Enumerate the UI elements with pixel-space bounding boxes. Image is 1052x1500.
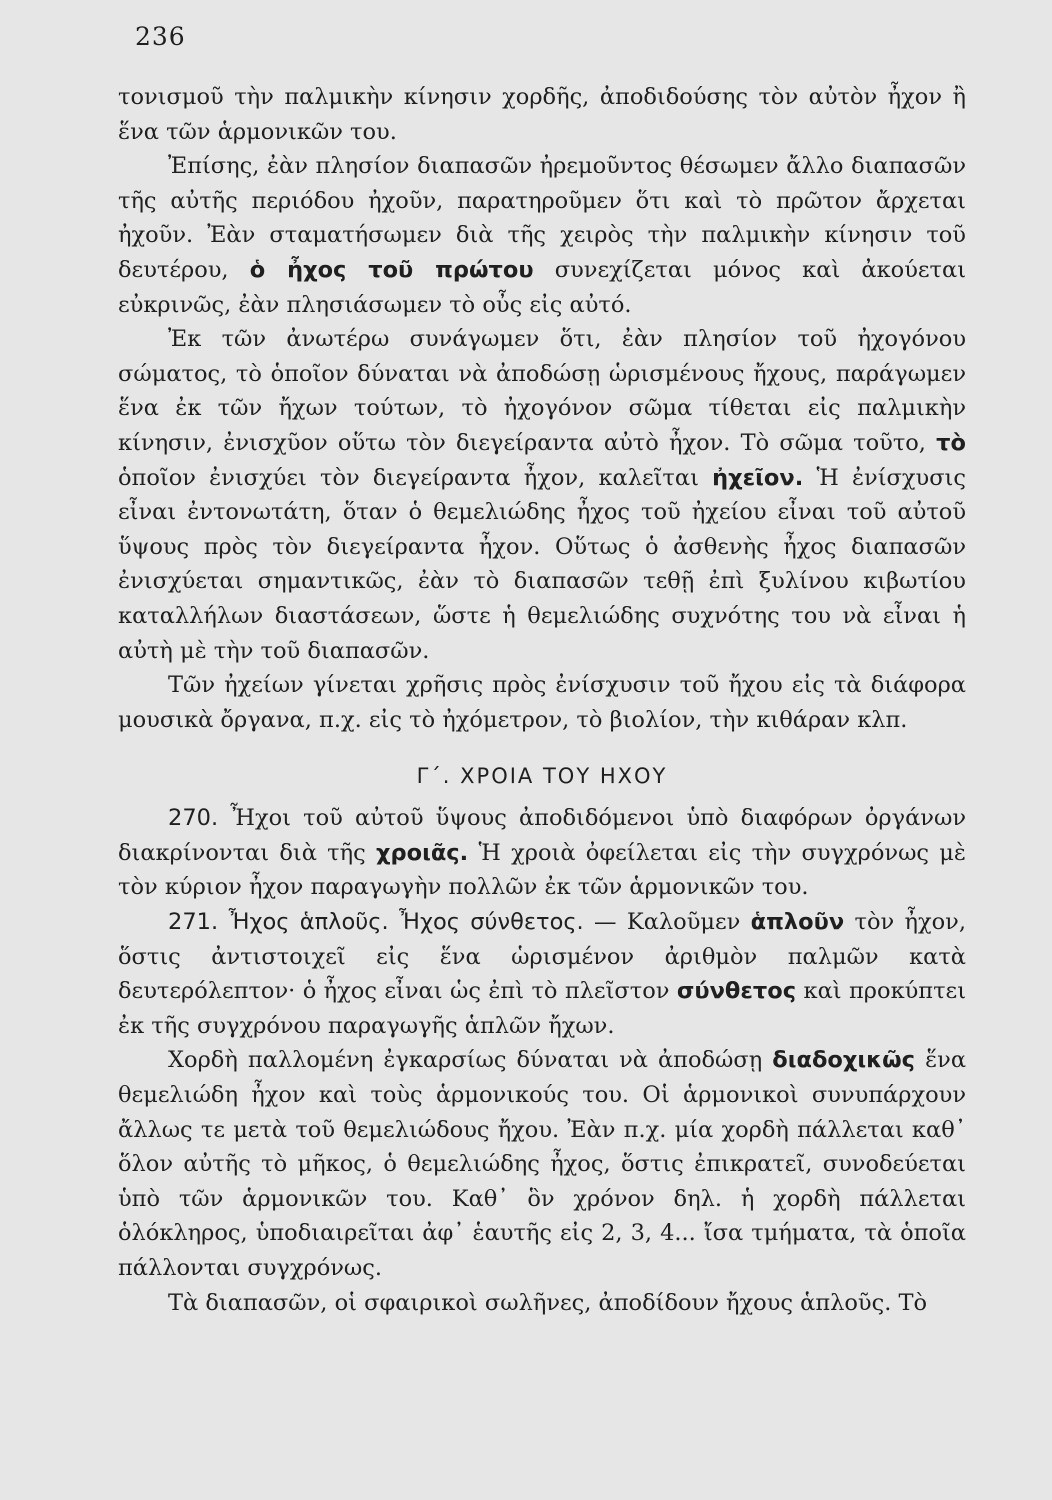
- paragraph-text: ὁποῖον ἐνισχύει τὸν διεγείραντα ἦχον, καλεῖται: [118, 464, 699, 491]
- page-number: 236: [135, 22, 186, 51]
- term-compound: σύνθετος: [676, 978, 797, 1005]
- section-number: 270.: [168, 805, 219, 832]
- paragraph-text: τὸν ἦχον, ὅστις ἀντιστοιχεῖ εἰς ἕνα ὡρισμένον ἀριθμὸν παλμῶν κατὰ δευτερόλεπτον· ὁ ἦχος εἶναι ὡς ἐπὶ τὸ πλεῖστον: [118, 909, 966, 1005]
- paragraph-continuation: τονισμοῦ τὴν παλμικὴν κίνησιν χορδῆς, ἀποδιδούσης τὸν αὐτὸν ἦχον ἢ ἕνα τῶν ἁρμονικῶν του.: [118, 84, 966, 145]
- paragraph-resonator: [118, 322, 966, 668]
- emphasis-text: τὸ: [936, 429, 966, 456]
- section-271: [118, 905, 966, 1043]
- paragraph-text: Ἐκ τῶν ἀνωτέρω συνάγωμεν ὅτι, ἐὰν πλησίον τοῦ ἠχογόνου σώματος, τὸ ὁποῖον δύναται νὰ ἀποδώσῃ ὡρισμένους ἤχους, παράγωμεν ἕνα ἐκ τῶν ἤχων τούτων, τὸ ἠχογόνον σῶμα τίθεται εἰς παλμικὴν κίνησιν, ἐνισχῦον οὕτω τὸν διεγείραντα αὐτὸ ἦχον. Τὸ σῶμα τοῦτο,: [118, 326, 966, 456]
- paragraph-resonator-uses: Τῶν ἠχείων γίνεται χρῆσις πρὸς ἐνίσχυσιν τοῦ ἤχου εἰς τὰ διάφορα μουσικὰ ὄργανα, π.χ. εἰς τὸ ἠχόμετρον, τὸ βιολίον, τὴν κιθάραν κλπ.: [118, 672, 966, 733]
- paragraph-text: Χορδὴ παλλομένη ἐγκαρσίως δύναται νὰ ἀποδώσῃ: [168, 1047, 763, 1074]
- paragraph-text: Ἡ ἐνίσχυσις εἶναι ἐντονωτάτη, ὅταν ὁ θεμελιώδης ἦχος τοῦ ἠχείου εἶναι τοῦ αὐτοῦ ὕψους πρὸς τὸν διεγείραντα ἦχον. Οὕτως ὁ ἀσθενὴς ἦχος διαπασῶν ἐνισχύεται σημαντικῶς, ἐὰν τὸ διαπασῶν τεθῇ ἐπὶ ξυλίνου κιβωτίου καταλλήλων διαστάσεων, ὥστε ἡ θεμελιώδης συχνότης του νὰ εἶναι ἡ αὐτὴ μὲ τὴν τοῦ διαπασῶν.: [118, 464, 966, 664]
- term-timbre: χροιᾶς.: [376, 839, 469, 866]
- term-simple: ἁπλοῦν: [750, 909, 845, 936]
- term-successively: διαδοχικῶς: [772, 1047, 916, 1074]
- paragraph-text: συνεχίζεται μόνος καὶ ἀκούεται εὐκρινῶς, ἐὰν πλησιάσωμεν τὸ οὖς εἰς αὐτό.: [118, 256, 967, 318]
- section-270: [118, 801, 966, 905]
- section-heading: Γ΄. ΧΡΟΙΑ ΤΟΥ ΗΧΟΥ: [416, 764, 668, 789]
- paragraph-text: Ἡ χροιὰ ὀφείλεται εἰς τὴν συγχρόνως μὲ τὸν κύριον ἦχον παραγωγὴν πολλῶν ἐκ τῶν ἁρμονικῶν του.: [118, 839, 967, 901]
- paragraph-text: ἕνα θεμελιώδη ἦχον καὶ τοὺς ἁρμονικούς του. Οἱ ἁρμονικοὶ συνυπάρχουν ἄλλως τε μετὰ τοῦ θεμελιώδους ἤχου. Ἐὰν π.χ. μία χορδὴ πάλλεται καθ᾽ ὅλον αὐτῆς τὸ μῆκος, ὁ θεμελιώδης ἦχος, ὅστις ἐπικρατεῖ, συνοδεύεται ὑπὸ τῶν ἁρμονικῶν του. Καθ᾽ ὃν χρόνον δηλ. ἡ χορδὴ πάλλεται ὁλόκληρος, ὑποδιαιρεῖται ἀφ᾽ ἑαυτῆς εἰς 2, 3, 4... ἴσα τμήματα, τὰ ὁποῖα πάλλονται συγχρόνως.: [118, 1047, 967, 1281]
- emphasis-text: ὁ ἦχος τοῦ πρώτου: [249, 256, 534, 283]
- page-body: [118, 80, 966, 1320]
- term-resonator: ἠχεῖον.: [712, 464, 804, 491]
- paragraph-text: — Καλοῦμεν: [594, 909, 741, 936]
- paragraph-text: Ἦχοι τοῦ αὐτοῦ ὕψους ἀποδιδόμενοι ὑπὸ διαφόρων ὀργάνων διακρίνονται διὰ τῆς: [118, 805, 967, 866]
- paragraph-last: Τὰ διαπασῶν, οἱ σφαιρικοὶ σωλῆνες, ἀποδίδουν ἤχους ἁπλοῦς. Τὸ: [168, 1289, 928, 1316]
- paragraph-text: καὶ προκύπτει ἐκ τῆς συγχρόνου παραγωγῆς ἁπλῶν ἤχων.: [118, 978, 967, 1039]
- section-number: 271.: [168, 909, 219, 936]
- paragraph-text: Ἐπίσης, ἐὰν πλησίον διαπασῶν ἠρεμοῦντος θέσωμεν ἄλλο διαπασῶν τῆς αὐτῆς περιόδου ἠχοῦν, παρατηροῦμεν ὅτι καὶ τὸ πρῶτον ἄρχεται ἠχοῦν. Ἐὰν σταματήσωμεν διὰ τῆς χειρὸς τὴν παλμικὴν κίνησιν τοῦ δευτέρου,: [118, 153, 966, 283]
- section-title: Ἦχος ἁπλοῦς. Ἦχος σύνθετος.: [228, 909, 584, 936]
- paragraph-string-harmonics: [118, 1043, 966, 1285]
- paragraph-tuning-fork: [118, 149, 966, 322]
